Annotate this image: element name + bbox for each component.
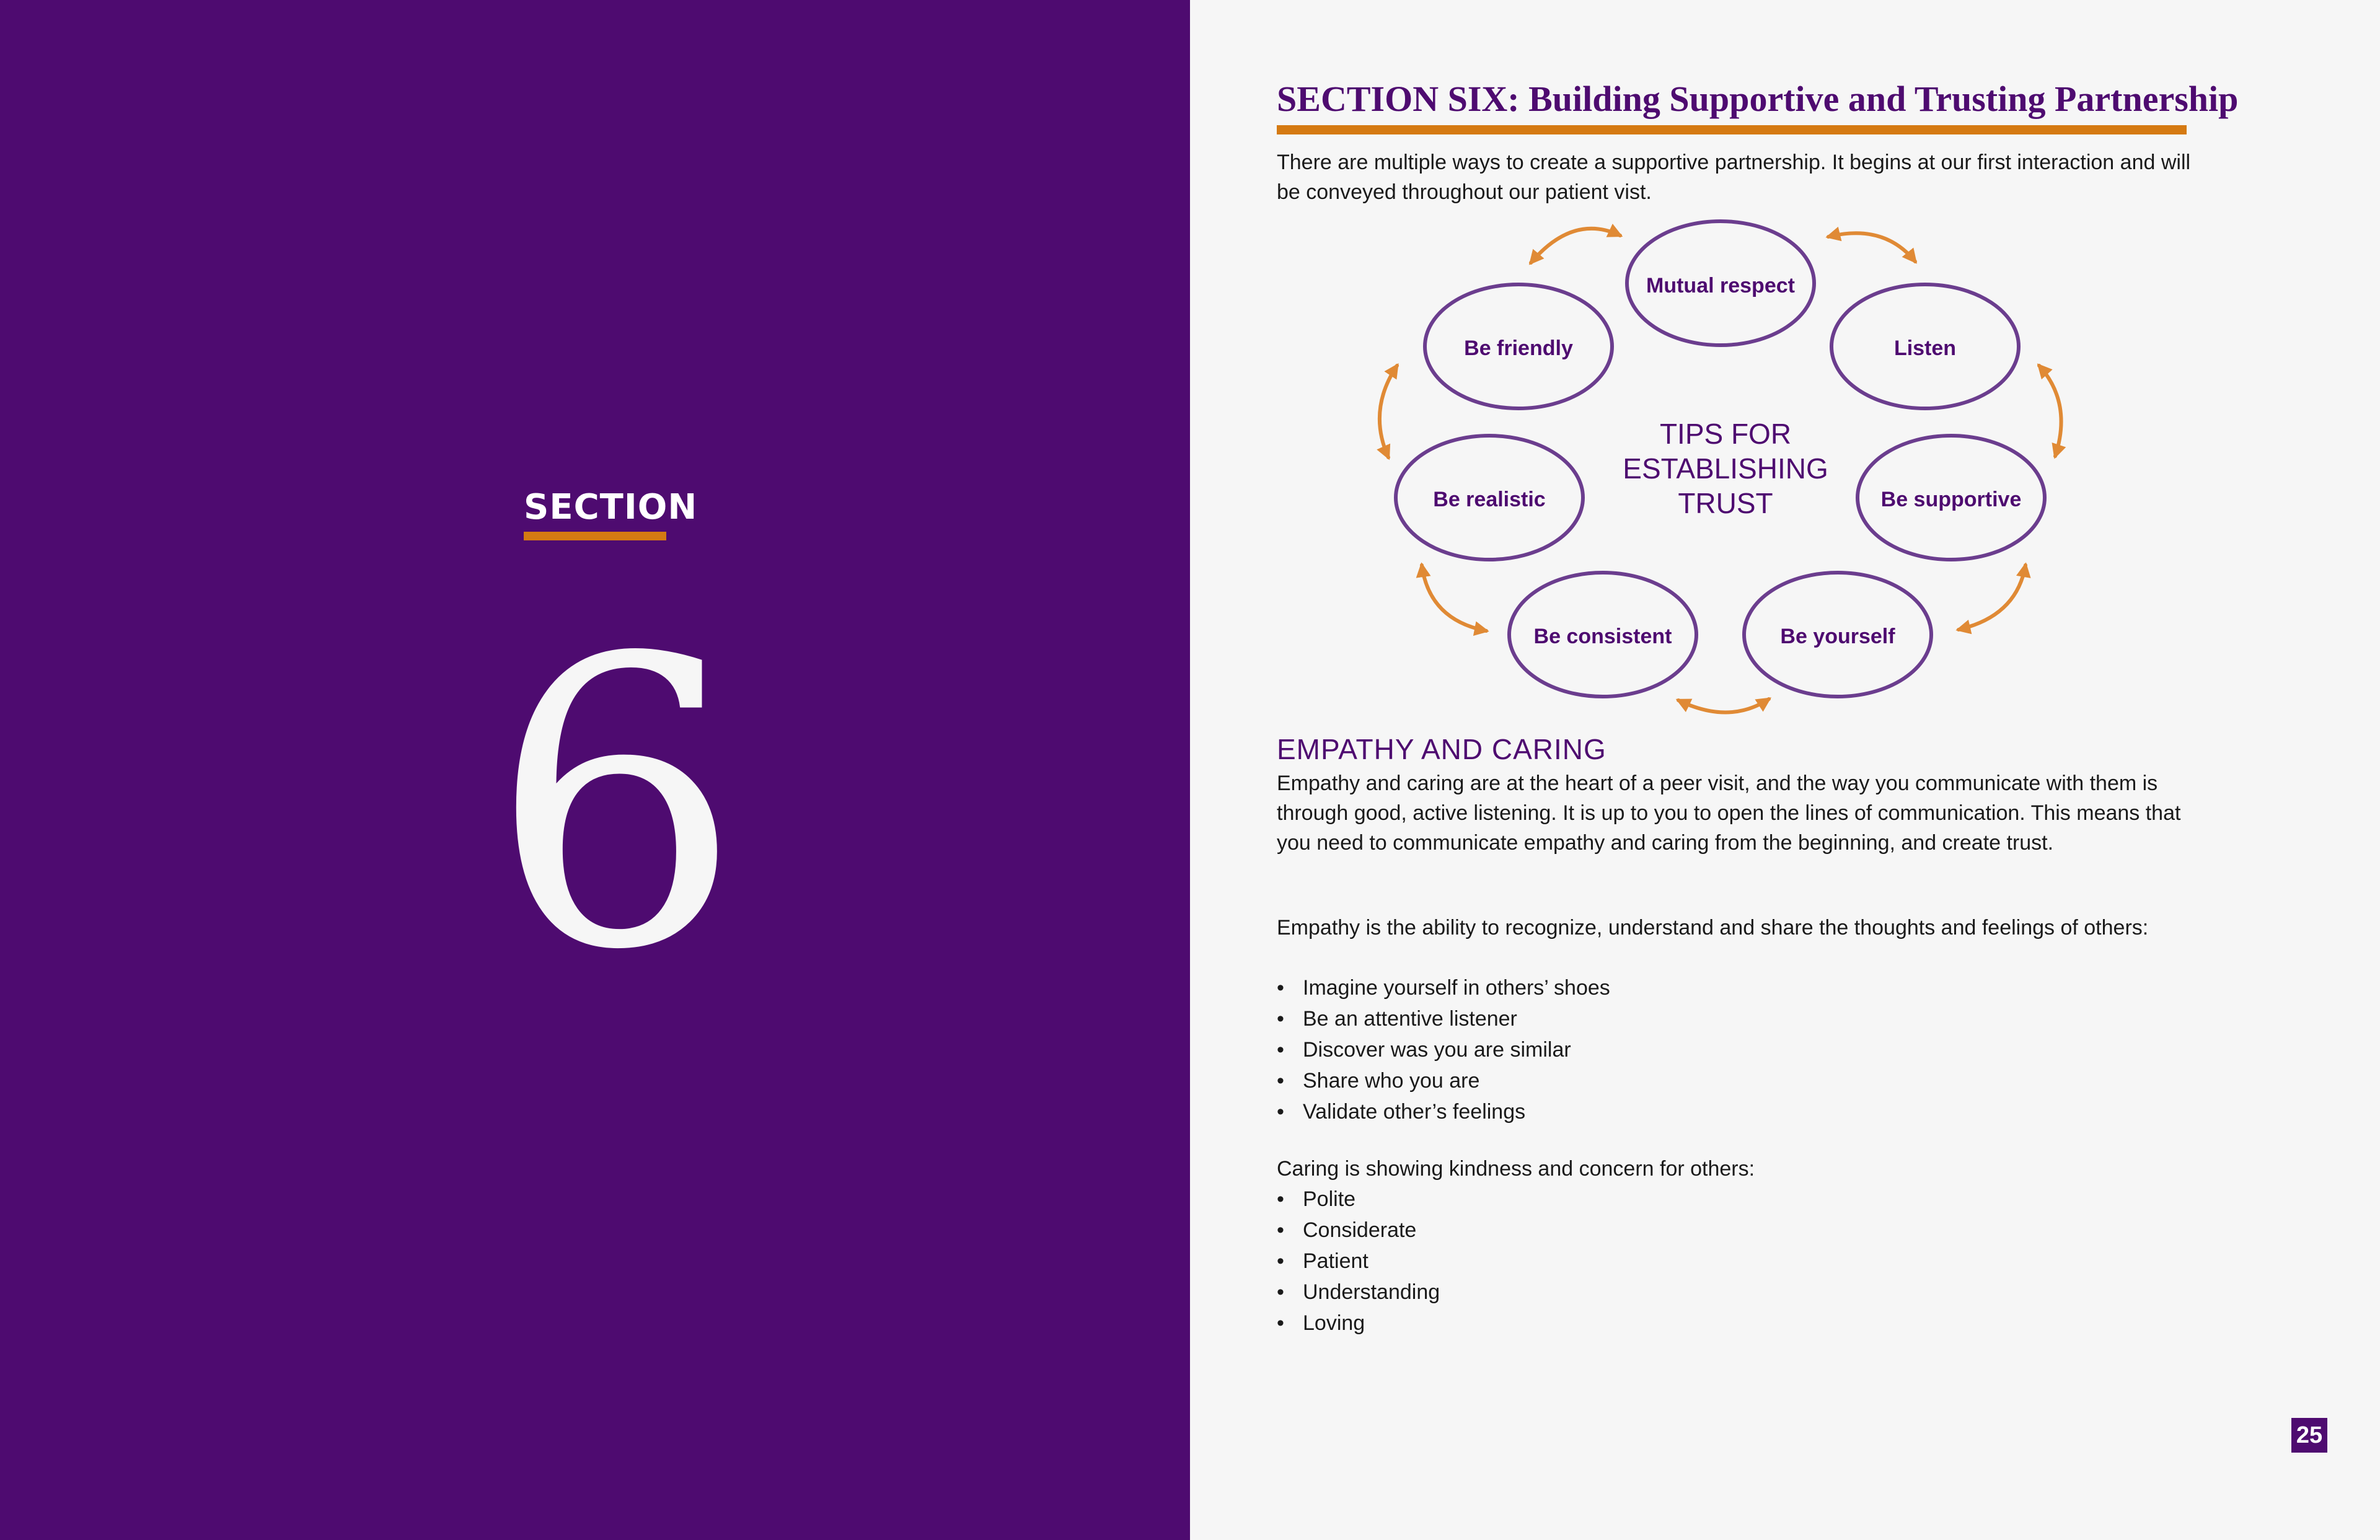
- list-item: • Be an attentive listener: [1277, 1003, 1610, 1034]
- node-be-supportive: [1858, 436, 2045, 560]
- node-be-yourself: [1744, 573, 1931, 697]
- center-title-line-3: TRUST: [1678, 487, 1773, 519]
- empathy-definition: Empathy is the ability to recognize, understand and share the thoughts and feelings of others:: [1277, 916, 2149, 939]
- list-item: • Patient: [1277, 1246, 1440, 1277]
- arrow-yourself-consistent: [1678, 699, 1769, 713]
- node-be-consistent: [1509, 573, 1696, 697]
- center-title-line-1: TIPS FOR: [1659, 418, 1792, 450]
- caring-bullet-list: [1277, 1184, 1440, 1339]
- node-label-be-supportive: Be supportive: [1880, 488, 2022, 511]
- center-title-line-2: ESTABLISHING: [1623, 452, 1828, 485]
- node-listen: [1831, 284, 2019, 408]
- node-label-be-consistent: Be consistent: [1533, 625, 1672, 648]
- node-label-listen: Listen: [1893, 337, 1957, 360]
- empathy-bullet-list: [1277, 972, 1610, 1127]
- node-label-be-friendly: Be friendly: [1464, 337, 1573, 360]
- arrow-friendly-respect: [1531, 229, 1620, 263]
- page-title: SECTION SIX: Building Supportive and Trusting Partnership: [1277, 79, 2239, 119]
- arrow-listen-supportive: [2039, 366, 2061, 456]
- list-item: • Polite: [1277, 1184, 1440, 1215]
- list-item: • Loving: [1277, 1308, 1440, 1339]
- list-item: • Discover was you are similar: [1277, 1034, 1610, 1065]
- node-label-be-realistic: Be realistic: [1433, 488, 1546, 511]
- diagram-center-title: [1623, 418, 1828, 519]
- caring-definition: Caring is showing kindness and concern for others:: [1277, 1157, 1755, 1181]
- empathy-heading: EMPATHY AND CARING: [1277, 733, 1606, 765]
- list-item: • Considerate: [1277, 1215, 1440, 1246]
- node-mutual-respect: [1627, 221, 1814, 345]
- page-number-badge: 25: [2291, 1418, 2327, 1453]
- intro-paragraph: There are multiple ways to create a supportive partnership. It begins at our first interaction and will be conveyed throughout our patient vist.: [1277, 151, 2191, 204]
- arrow-realistic-friendly: [1380, 366, 1397, 457]
- node-be-friendly: [1425, 284, 1612, 408]
- arrow-supportive-yourself: [1959, 565, 2025, 630]
- section-number: 6: [490, 574, 743, 1036]
- node-label-be-yourself: Be yourself: [1780, 625, 1895, 648]
- list-item: • Understanding: [1277, 1277, 1440, 1308]
- node-be-realistic: [1396, 436, 1583, 560]
- list-item: • Validate other’s feelings: [1277, 1096, 1610, 1127]
- section-label: SECTION: [524, 487, 698, 527]
- list-item: • Share who you are: [1277, 1065, 1610, 1096]
- empathy-paragraph: Empathy and caring are at the heart of a peer visit, and the way you communicate with them is through good, active listening. It is up to you to open the lines of communication. This means that you need to communicate empathy and caring from the beginning, and create trust.: [1277, 772, 2181, 855]
- node-label-mutual-respect: Mutual respect: [1646, 274, 1795, 297]
- list-item: • Imagine yourself in others’ shoes: [1277, 972, 1610, 1003]
- arrow-consistent-realistic: [1422, 565, 1486, 631]
- arrow-respect-listen: [1828, 233, 1915, 262]
